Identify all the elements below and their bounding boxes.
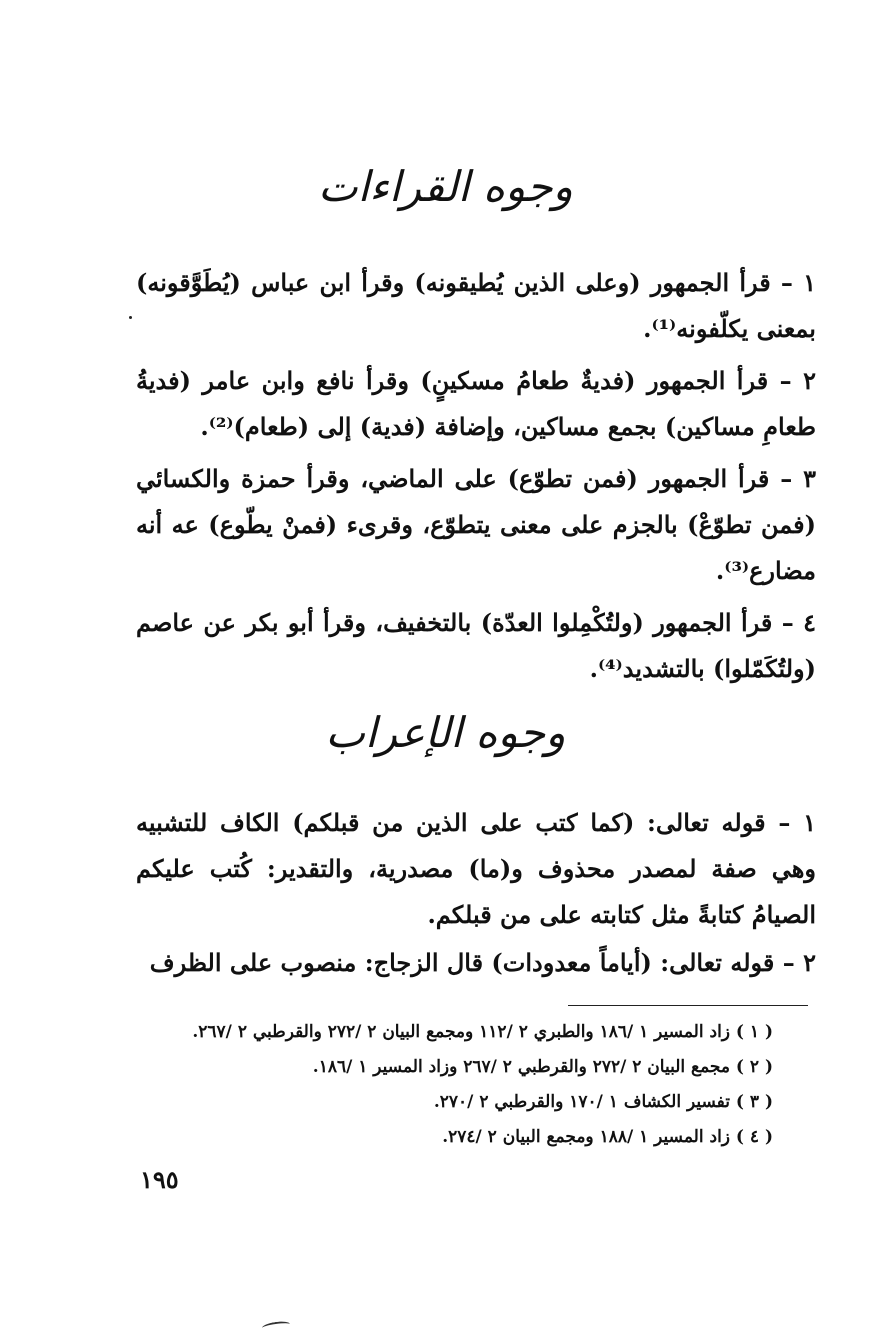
ink-speck bbox=[129, 316, 132, 319]
scan-mark bbox=[262, 1320, 291, 1332]
section-heading-qiraat: وجوه القراءات bbox=[318, 162, 573, 211]
qiraat-item-2: ٢ – قرأ الجمهور (فديةٌ طعامُ مسكينٍ) وقرأ نافع وابن عامر (فديةُ طعامِ مساكين) بجمع مساكين، وإضافة (فدية) إلى (طعام)⁽²⁾. bbox=[136, 366, 816, 441]
footnote-3: ( ٣ ) تفسير الكشاف ١ /١٧٠ والقرطبي ٢ /٢٧٠. bbox=[433, 1092, 773, 1112]
footnote-2: ( ٢ ) مجمع البيان ٢ /٢٧٢ والقرطبي ٢ /٢٦٧ وزاد المسير ١ /١٨٦. bbox=[312, 1057, 773, 1077]
footnote-divider bbox=[568, 1005, 808, 1006]
page-number: ١٩٥ bbox=[140, 1165, 179, 1194]
footnote-1: ( ١ ) زاد المسير ١ /١٨٦ والطبري ٢ /١١٢ ومجمع البيان ٢ /٢٧٢ والقرطبي ٢ /٢٦٧. bbox=[192, 1022, 773, 1042]
qiraat-item-4: ٤ – قرأ الجمهور (ولتُكْمِلوا العدّة) بالتخفيف، وقرأ أبو بكر عن عاصم (ولتُكَمّلوا) بالتشديد⁽⁴⁾. bbox=[136, 608, 816, 683]
section-heading-irab: وجوه الإعراب bbox=[325, 708, 566, 757]
irab-item-1: ١ – قوله تعالى: (كما كتب على الذين من قبلكم) الكاف للتشبيه وهي صفة لمصدر محذوف و(ما) مصدرية، والتقدير: كُتب عليكم الصيامُ كتابةً مثل كتابته على من قبلكم. bbox=[136, 808, 816, 929]
footnote-4: ( ٤ ) زاد المسير ١ /١٨٨ ومجمع البيان ٢ /٢٧٤. bbox=[442, 1127, 773, 1147]
qiraat-item-1: ١ – قرأ الجمهور (وعلى الذين يُطيقونه) وقرأ ابن عباس (يُطَوَّقونه) بمعنى يكلّفونه⁽¹⁾. bbox=[136, 268, 816, 343]
irab-item-2: ٢ – قوله تعالى: (أياماً معدودات) قال الزجاج: منصوب على الظرف bbox=[149, 948, 816, 977]
qiraat-item-3: ٣ – قرأ الجمهور (فمن تطوّع) على الماضي، وقرأ حمزة والكسائي (فمن تطوّعْ) بالجزم على معنى يتطوّع، وقرىء (فمنْ يطّوع) عه أنه مضارع⁽³⁾. bbox=[136, 464, 816, 585]
